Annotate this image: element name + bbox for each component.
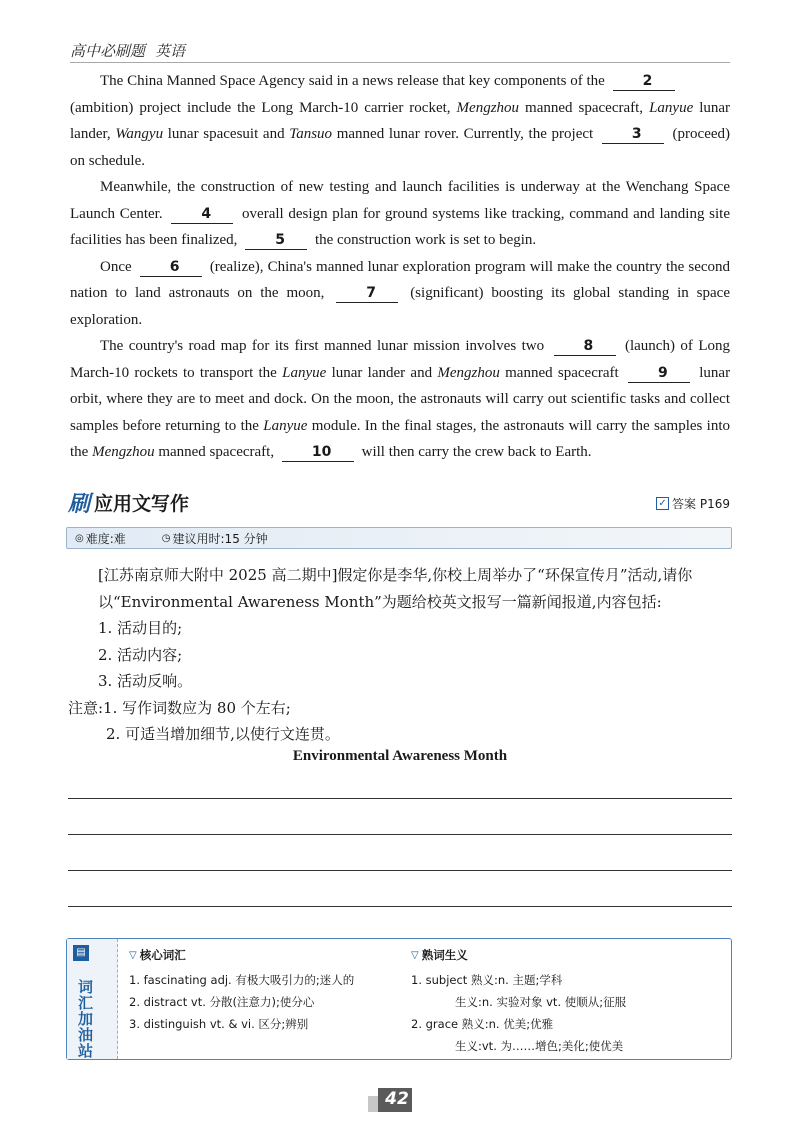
difficulty-icon: ◎: [75, 532, 84, 544]
book-icon: ▤: [73, 945, 89, 961]
subject-name: 英语: [155, 42, 186, 60]
writing-line[interactable]: [68, 798, 732, 799]
task-item-1: 1. 活动目的;: [98, 619, 183, 637]
text: will then carry the crew back to Earth.: [361, 444, 592, 460]
text: project include the Long March-10 carrier rocket,: [139, 99, 451, 116]
task-intro: [江苏南京师大附中 2025 高二期中]假定你是李华,你校上周举办了“环保宣传月”活动,请你以“Environmental Awareness Month”为题给校英文报写一篇新闻报道,内容包括:: [98, 566, 693, 611]
text: Mengzhou: [456, 99, 520, 116]
text: lunar lander and: [331, 364, 433, 381]
hint-2: (ambition): [70, 99, 134, 116]
vocab-side-label: 词汇加油站: [76, 979, 94, 1059]
page-header: [70, 40, 195, 61]
triangle-icon: ▽: [129, 949, 137, 961]
new-meaning-head: [411, 947, 721, 963]
text: Tansuo: [289, 126, 333, 142]
triangle-icon: ▽: [411, 949, 419, 961]
vocab-side-panel: [67, 939, 118, 1059]
section-title: 应用文写作: [94, 493, 190, 515]
text: on schedule.: [70, 152, 145, 169]
answer-page: 答案 P169: [672, 497, 730, 511]
info-bar: [66, 527, 732, 549]
text: of Long March-10 rockets to transport the: [70, 338, 731, 381]
paragraph-2: [70, 174, 730, 254]
header-divider: [70, 62, 730, 63]
text: Mengzhou: [437, 364, 500, 381]
writing-line[interactable]: [68, 834, 732, 835]
text: Once: [100, 258, 132, 275]
vocab-item: 生义:n. 实验对象 vt. 使顺从;征服: [455, 995, 627, 1009]
new-meaning-title: 熟词生义: [421, 948, 468, 962]
brush-icon: 刷: [68, 491, 91, 517]
page-number-badge: [368, 1084, 428, 1120]
vocab-item: 1. subject 熟义:n. 主题;学科: [411, 973, 563, 987]
suggested-time: [162, 530, 268, 547]
text: manned spacecraft,: [525, 99, 644, 116]
text: the construction work is set to begin.: [314, 232, 537, 248]
text: The country's road map for its first manned lunar mission involves two: [100, 338, 545, 354]
word-new-meaning: [411, 947, 721, 1057]
page-number: 42: [385, 1089, 409, 1109]
text: Lanyue: [649, 99, 694, 116]
task-item-2: 2. 活动内容;: [98, 645, 183, 664]
hint-6: (realize): [209, 258, 260, 275]
writing-line[interactable]: [68, 870, 732, 871]
text: manned spacecraft,: [158, 444, 275, 460]
paragraph-4: [70, 333, 730, 466]
task-note-2: 2. 可适当增加细节,以使行文连贯。: [106, 725, 340, 743]
text: lunar orbit, where they are to meet and dock. On the moon, the astronauts will carry out scientific tasks and collect samples before returning to the: [70, 364, 731, 434]
difficulty-text: 难度:难: [85, 531, 126, 546]
blank-3[interactable]: 3: [602, 126, 664, 144]
text: overall design plan for ground systems like tracking, command and landing site facilities has been finalized,: [70, 205, 731, 248]
blank-9[interactable]: 9: [628, 365, 690, 383]
vocab-item: 2. distract vt. 分散(注意力);使分心: [129, 995, 315, 1009]
difficulty: [75, 530, 126, 547]
text: lunar spacesuit and: [167, 126, 285, 142]
text: lunar lander,: [70, 99, 731, 142]
vocab-item: 生义:vt. 为……增色;美化;使优美: [455, 1039, 624, 1053]
hint-3: (proceed): [672, 126, 731, 142]
paragraph-1: [70, 68, 730, 174]
check-icon: ✓: [656, 497, 669, 510]
section-heading: [68, 487, 189, 518]
vocab-item: 3. distinguish vt. & vi. 区分;辨别: [129, 1017, 309, 1031]
text: Wangyu: [115, 126, 164, 142]
text: module. In the final stages, the astronauts will carry the samples into the: [70, 417, 731, 460]
blank-10[interactable]: 10: [282, 444, 354, 462]
paragraph-3: [70, 254, 730, 334]
book-name: 高中必刷题: [70, 42, 146, 60]
text: Mengzhou: [92, 444, 155, 460]
blank-2[interactable]: 2: [613, 73, 675, 91]
blank-8[interactable]: 8: [554, 338, 616, 356]
text: manned spacecraft: [505, 364, 619, 381]
core-vocab-title: 核心词汇: [139, 948, 186, 962]
core-vocab: [129, 947, 399, 1035]
core-vocab-head: [129, 947, 399, 963]
writing-task: [68, 562, 732, 748]
clock-icon: ◷: [161, 532, 171, 544]
answer-reference[interactable]: [656, 495, 730, 512]
vocab-item: 1. fascinating adj. 有极大吸引力的;迷人的: [129, 973, 355, 987]
text: The China Manned Space Agency said in a news release that key components of the: [100, 73, 605, 89]
text: , China's manned lunar exploration program will make the country the second nation to land astronauts on the moon,: [70, 258, 731, 301]
text: boosting its global standing in space exploration.: [70, 285, 730, 328]
text: Lanyue: [263, 417, 308, 434]
hint-8: (launch): [624, 338, 675, 354]
vocab-item: 2. grace 熟义:n. 优美;优雅: [411, 1017, 554, 1031]
time-text: 建议用时:15 分钟: [172, 531, 268, 546]
vocab-box: [66, 938, 732, 1060]
task-note-1: 注意:1. 写作词数应为 80 个左右;: [68, 698, 291, 717]
text: Meanwhile, the construction of new testing and launch facilities is underway at the Wenchang Space Launch Center.: [70, 179, 730, 222]
hint-7: (significant): [410, 285, 484, 301]
text: Lanyue: [282, 364, 327, 381]
blank-4[interactable]: 4: [171, 206, 233, 224]
blank-7[interactable]: 7: [336, 285, 398, 303]
writing-line[interactable]: [68, 906, 732, 907]
blank-5[interactable]: 5: [245, 232, 307, 250]
blank-6[interactable]: 6: [140, 259, 202, 277]
essay-title: Environmental Awareness Month: [292, 748, 508, 764]
task-item-3: 3. 活动反响。: [98, 672, 193, 690]
cloze-passage: [70, 68, 730, 466]
text: manned lunar rover. Currently, the project: [336, 126, 594, 142]
